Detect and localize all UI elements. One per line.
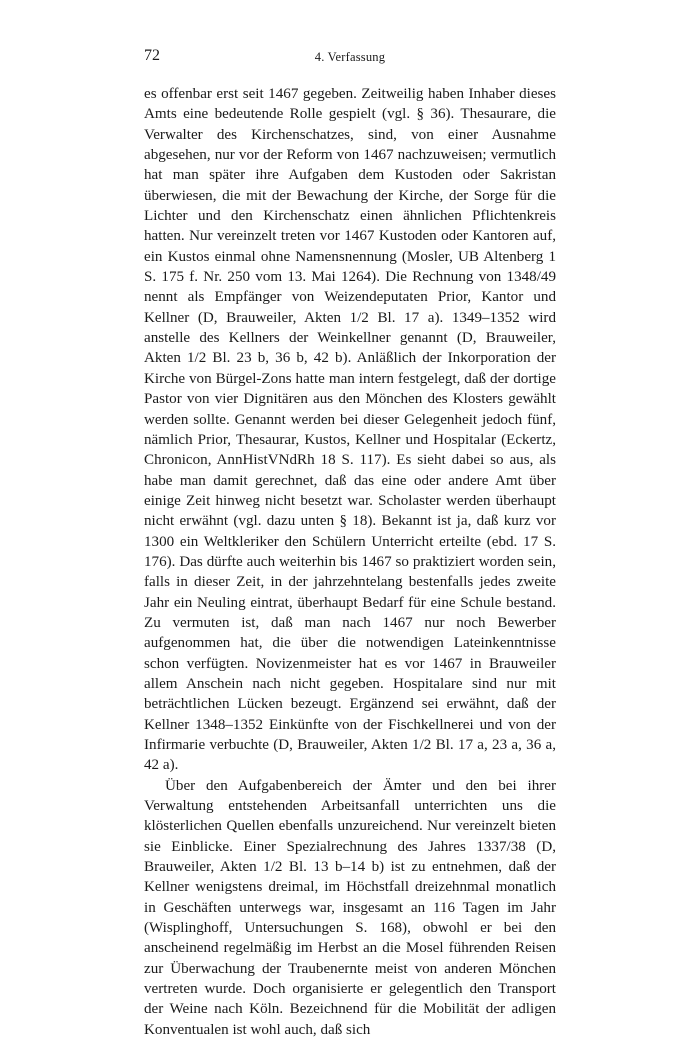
paragraph-continued: es offenbar erst seit 1467 gegeben. Zeitweilig haben Inhaber dieses Amts eine bedeutende Rolle gespielt (vgl. § 36). Thesaurare, die Verwalter des Kirchenschatzes, sind, von einer Ausnahme abgesehen, nur vor der Reform von 1467 nachzuweisen; vermutlich hat man später ihre Aufgaben dem Kustoden oder Sakristan überwiesen, die mit der Bewachung der Kirche, der Sorge für die Lichter und den Kirchenschatz einen ähnlichen Pflichtenkreis hatten. Nur vereinzelt treten vor 1467 Kustoden oder Kantoren auf, ein Kustos einmal ohne Namensnennung (Mosler, UB Altenberg 1 S. 175 f. Nr. 250 vom 13. Mai 1264). Die Rechnung von 1348/49 nennt als Empfänger von Weizendeputaten Prior, Kantor und Kellner (D, Brauweiler, Akten 1/2 Bl. 17 a). 1349–1352 wird anstelle des Kellners der Weinkellner genannt (D, Brauweiler, Akten 1/2 Bl. 23 b, 36 b, 42 b). Anläßlich der Inkorporation der Kirche von Bürgel-Zons hatte man intern festgelegt, daß der dortige Pastor von vier Dignitären aus den Mönchen des Klosters gewählt werden sollte. Genannt werden bei dieser Gelegenheit jedoch fünf, nämlich Prior, Thesaurar, Kustos, Kellner und Hospitalar (Eckertz, Chronicon, AnnHistVNdRh 18 S. 117). Es sieht dabei so aus, als habe man damit gerechnet, daß das eine oder andere Amt über einige Zeit hinweg nicht besetzt war. Scholaster werden überhaupt nicht erwähnt (vgl. dazu unten § 18). Bekannt ist ja, daß kurz vor 1300 ein Weltkleriker den Schülern Unterricht erteilte (ebd. 17 S. 176). Das dürfte auch weiterhin bis 1467 so praktiziert worden sein, falls in dieser Zeit, in der jahrzehntelang bestenfalls jedes zweite Jahr ein Neuling eintrat, überhaupt Bedarf für eine Schule bestand. Zu vermuten ist, daß man nach 1467 nur noch Bewerber aufgenommen hat, die über die notwendigen Lateinkenntnisse schon verfügten. Novizenmeister hat es vor 1467 in Brauweiler allem Anschein nach nicht gegeben. Hospitalare sind nur mit beträchtlichen Lücken bezeugt. Ergänzend sei erwähnt, daß der Kellner 1348–1352 Einkünfte von der Fischkellnerei und von der Infirmarie verbuchte (D, Brauweiler, Akten 1/2 Bl. 17 a, 23 a, 36 a, 42 a). <box>144 86 556 774</box>
paragraph: Über den Aufgabenbereich der Ämter und den bei ihrer Verwaltung entstehenden Arbeitsanfall unterrichten uns die klösterlichen Quellen ebenfalls unzureichend. Nur vereinzelt bieten sie Einblicke. Einer Spezialrechnung des Jahres 1337/38 (D, Brauweiler, Akten 1/2 Bl. 13 b–14 b) ist zu entnehmen, daß der Kellner wenigstens dreimal, im Höchstfall dreizehnmal monatlich in Geschäften unterwegs war, insgesamt an 116 Tagen im Jahr (Wisplinghoff, Untersuchungen S. 168), obwohl er bei den anscheinend regelmäßig im Herbst an die Mosel führenden Reisen zur Überwachung der Traubenernte meist von anderen Mönchen vertreten wurde. Doch organisierte er gelegentlich den Transport der Weine nach Köln. Bezeichnend für die Mobilität der adligen Konventualen ist wohl auch, daß sich <box>144 777 556 1038</box>
chapter-title: 4. Verfassung <box>314 50 386 64</box>
page-number: 72 <box>144 47 160 64</box>
body-text <box>144 84 556 1040</box>
running-header <box>144 47 556 69</box>
